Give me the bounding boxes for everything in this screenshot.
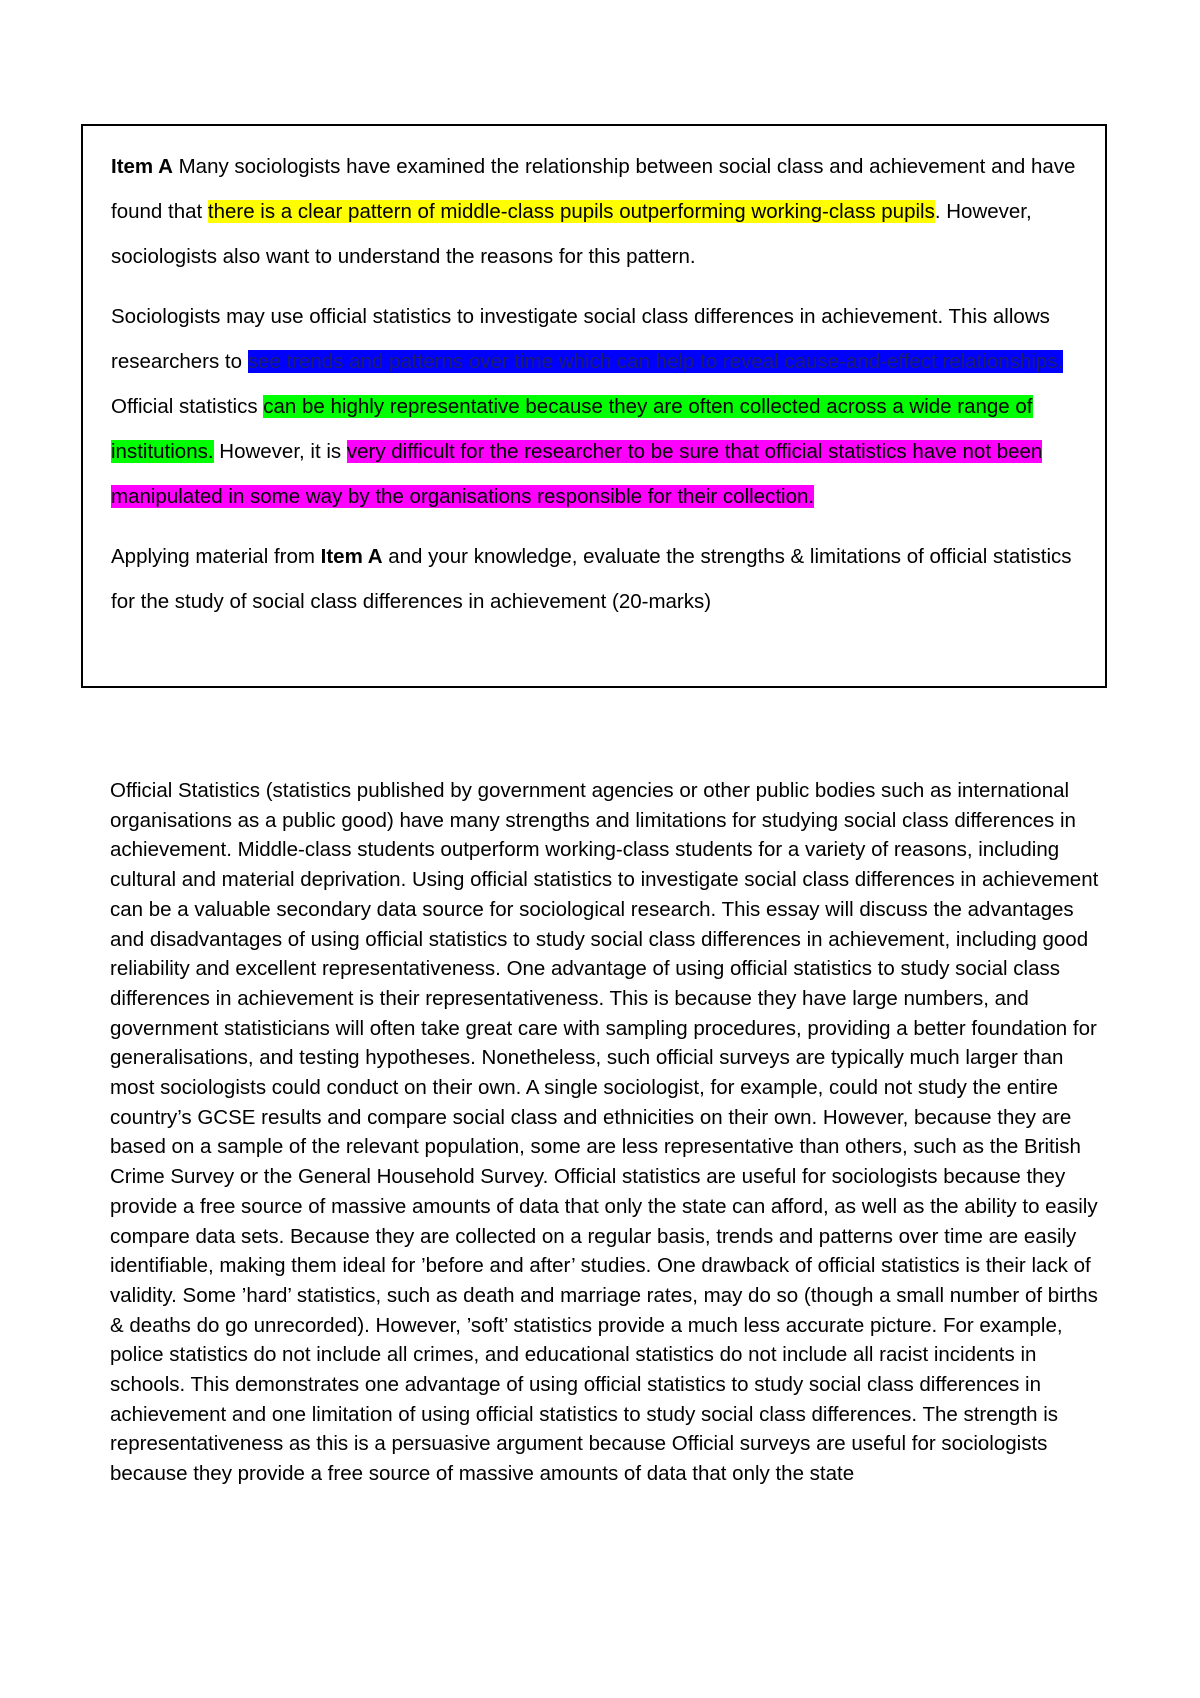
item-a-paragraph-2 [111,294,1085,519]
green-highlight: can be highly representative because they are often collected across a wide range of institutions. [111,395,1033,463]
item-a-label: Item A [320,545,383,568]
question-text: and your knowledge, evaluate the strengths & limitations of official statistics for the study of social class differences in achievement (20-marks) [111,545,1072,613]
essay-body [110,776,1110,1489]
item-a-label: Item A [111,155,173,178]
essay-paragraph-main: One advantage of using official statistics to study social class differences in achievement is their representativeness. This is because they have large numbers, and government statisticians will often take great care with sampling procedures, providing a better foundation for generalisations, and testing hypotheses. Nonetheless, such official surveys are typically much larger than most sociologists could conduct on their own. A single sociologist, for example, could not study the entire country’s GCSE results and compare social class and ethnicities on their own. However, because they are based on a sample of the relevant population, some are less representative than others, such as the British Crime Survey or the General Household Survey. Official statistics are useful for sociologists because they provide a free source of massive amounts of data that only the state can afford, as well as the ability to easily compare data sets. Because they are collected on a regular basis, trends and patterns over time are easily identifiable, making them ideal for ’before and after’ studies. One drawback of official statistics is their lack of validity. Some ’hard’ statistics, such as death and marriage rates, may do so (though a small number of births & deaths do go unrecorded). However, ’soft’ statistics provide a much less accurate picture. For example, police statistics do not include all crimes, and educational statistics do not include all racist incidents in schools. This demonstrates one advantage of using official statistics to study social class differences in achievement and one limitation of using official statistics to study social class differences. The strength is representativeness as this is a persuasive argument because Official surveys are useful for sociologists because they provide a free source of massive amounts of data that only the state [110,957,1098,1486]
essay-paragraph-intro: Official Statistics (statistics published by government agencies or other public bodies such as international organisations as a public good) have many strengths and limitations for studying social class differences in achievement. Middle-class students outperform working-class students for a variety of reasons, including cultural and material deprivation. Using official statistics to investigate social class differences in achievement can be a valuable secondary data source for sociological research. This essay will discuss the advantages and disadvantages of using official statistics to study social class differences in achievement, including good reliability and excellent representativeness. [110,779,1099,981]
question-text: Applying material from [111,545,321,568]
item-a-paragraph-1 [111,144,1085,279]
item-a-text: However, it is [213,440,347,463]
item-a-question [111,534,1085,624]
item-a-box [81,124,1107,688]
item-a-text: Official statistics [111,395,264,418]
yellow-highlight: there is a clear pattern of middle-class pupils outperforming working-class pupils [207,200,935,223]
blue-highlight: see trends and patterns over time which can help to reveal cause-and-effect relationships. [247,350,1064,373]
item-a-text: Sociologists may use official statistics to investigate social class differences in achievement. This allows researchers to [111,305,1050,373]
item-a-text: . However, sociologists also want to understand the reasons for this pattern. [111,200,1032,268]
magenta-highlight: very difficult for the researcher to be sure that official statistics have not been manipulated in some way by the organisations responsible for their collection. [111,440,1043,508]
item-a-text: Many sociologists have examined the relationship between social class and achievement and have found that [111,155,1076,223]
